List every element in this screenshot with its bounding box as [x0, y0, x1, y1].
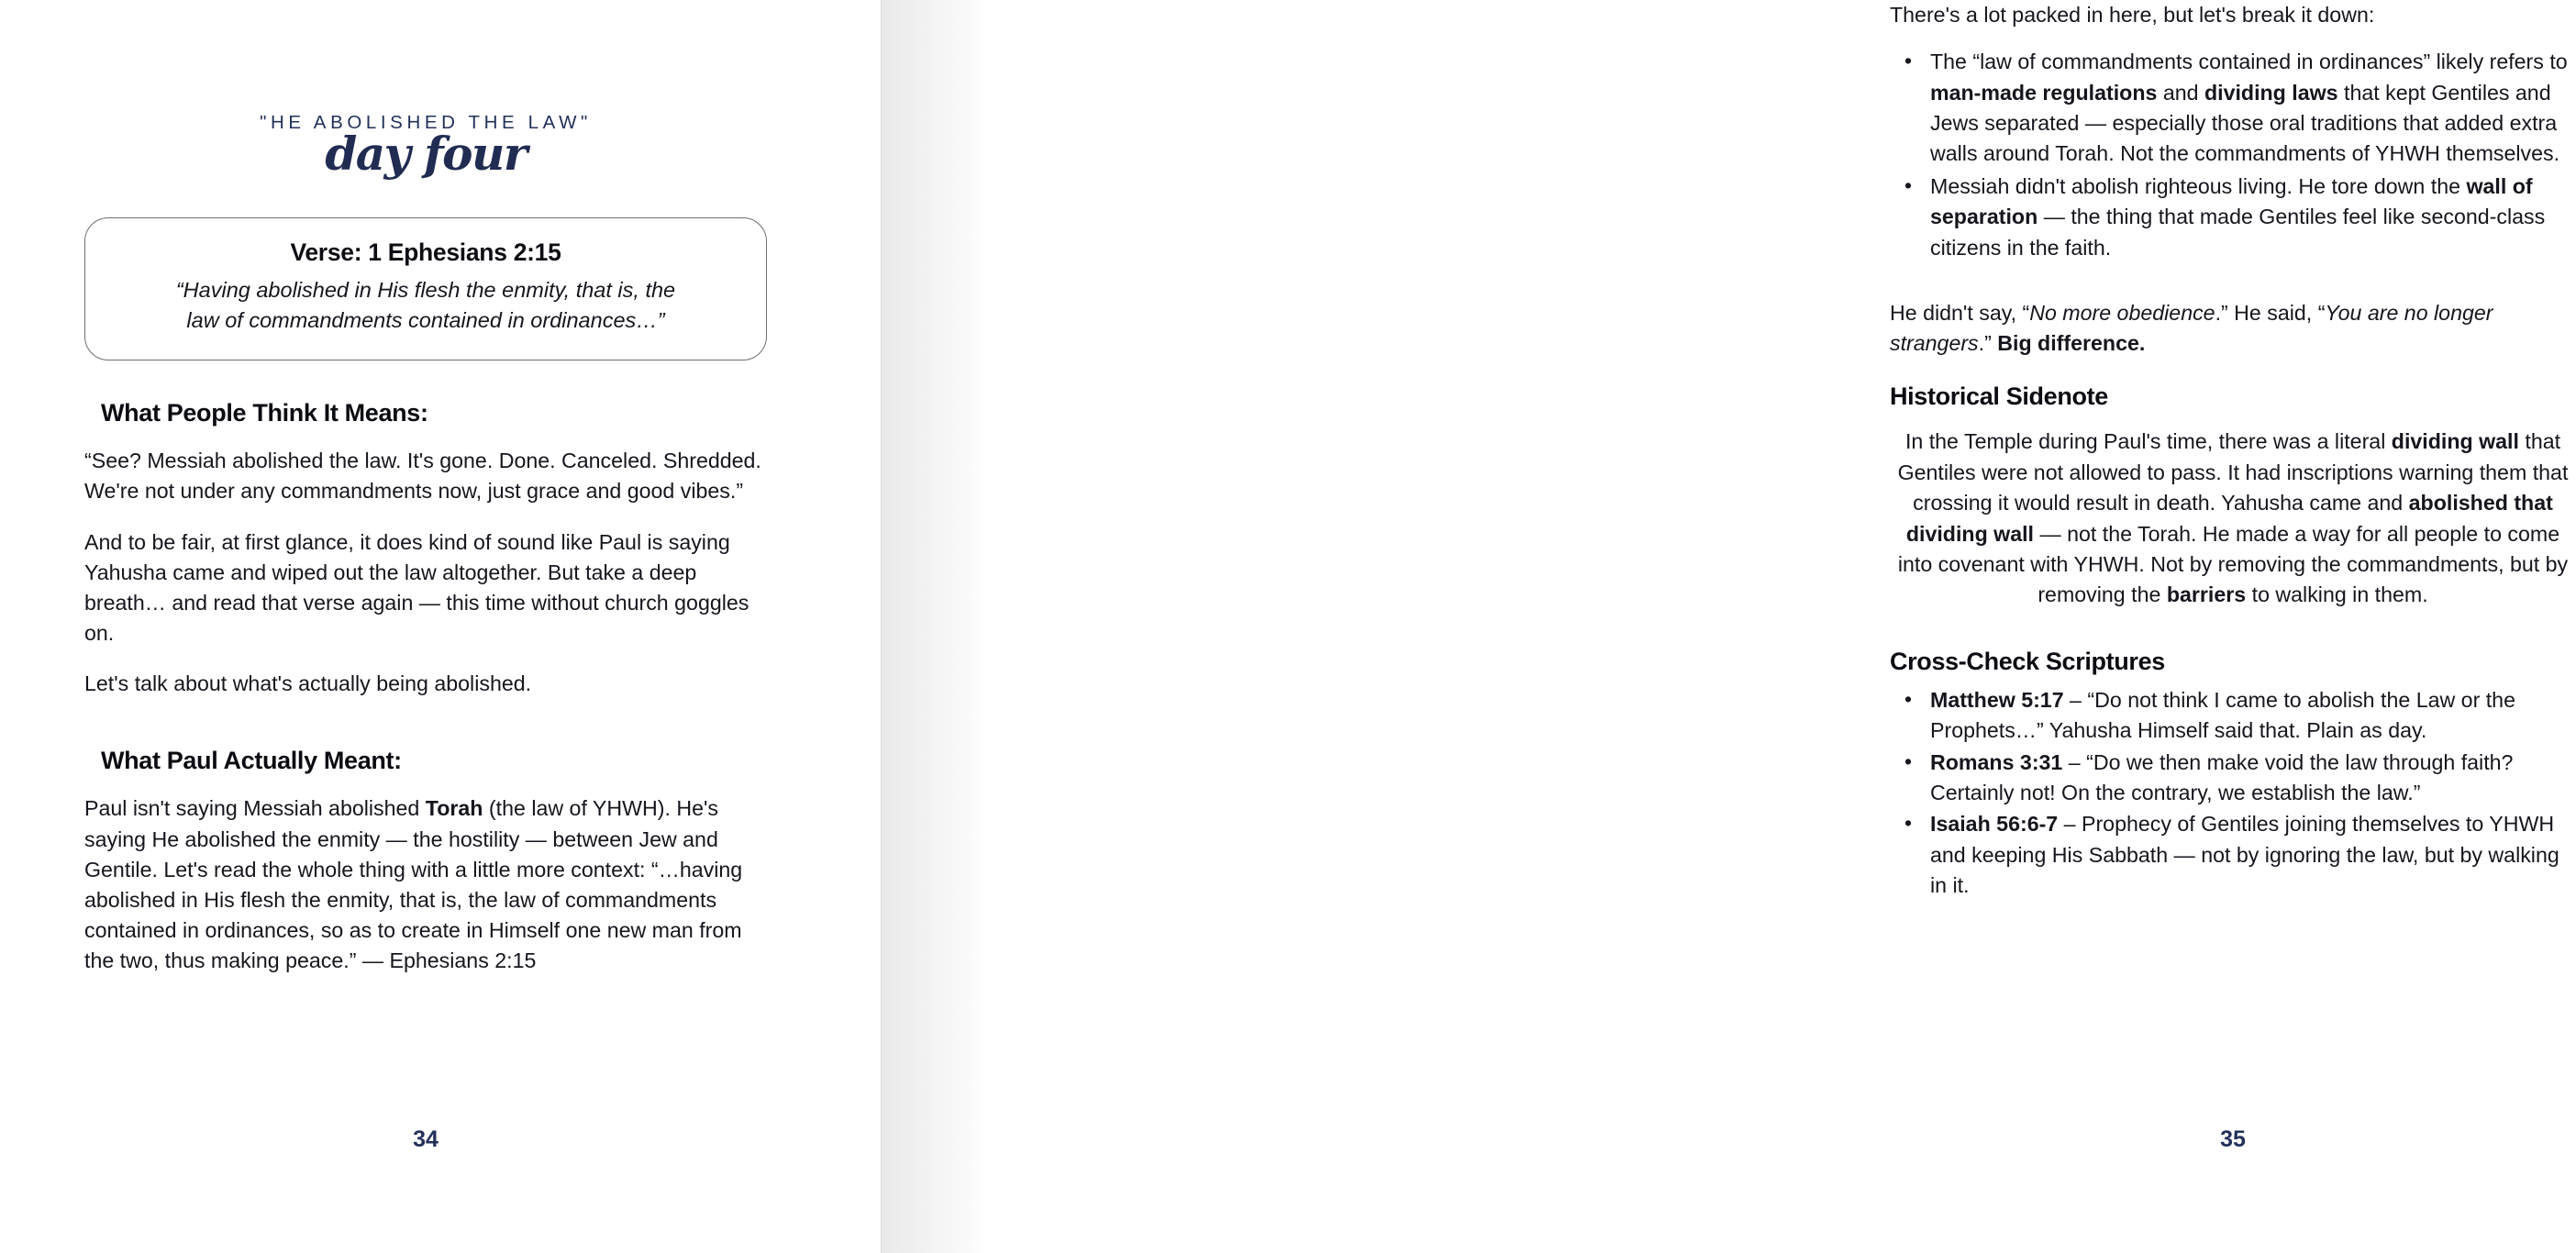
paragraph-people-think-3: Let's talk about what's actually being abolished.	[84, 671, 532, 696]
heading-what-people-think: What People Think It Means:	[101, 399, 428, 427]
day-title: day four	[325, 127, 527, 181]
emph-italic-2: You are no longer strangers	[1890, 301, 2493, 356]
list-item	[1921, 47, 2576, 170]
paragraph-people-think-1: “See? Messiah abolished the law. It's gone. Done. Canceled. Shredded. We're not under any commandments now, just grace and good vibes.”	[84, 449, 761, 504]
cross-check-list	[1890, 685, 2576, 902]
heading-what-paul-meant: What Paul Actually Meant:	[101, 747, 402, 775]
list-item	[1921, 685, 2576, 747]
paragraph-paul-meant	[84, 793, 767, 976]
bullet-1-text-a: The “law of commandments contained in ordinances” likely refers to	[1930, 50, 2568, 74]
emph-bold: Big difference.	[1997, 331, 2146, 356]
paul-text-bold-torah: Torah	[425, 796, 483, 821]
scripture-text-3: – Prophecy of Gentiles joining themselves to YHWH and keeping His Sabbath — not by ignoring the law, but by walking in it.	[1930, 812, 2559, 898]
page-gutter-line	[881, 0, 882, 1253]
verse-reference: Verse: 1 Ephesians 2:15	[290, 238, 561, 266]
page-left	[0, 0, 881, 1253]
page-number-left: 34	[413, 1126, 439, 1152]
heading-historical-sidenote: Historical Sidenote	[1890, 383, 2108, 411]
bullet-1-text-c: that kept Gentiles and Jews separated — especially those oral traditions that added extra walls around Torah. Not the commandments of YHWH themselves.	[1930, 80, 2560, 166]
list-item	[1921, 748, 2576, 809]
page-number-right: 35	[2220, 1126, 2246, 1152]
sidenote-bold-2: abolished that dividing wall	[1905, 491, 2553, 546]
scripture-ref-1: Matthew 5:17	[1930, 687, 2064, 712]
bullet-1-text-b: and	[2157, 80, 2204, 105]
emph-a: He didn't say, “	[1890, 301, 2030, 326]
emph-b: .” He said, “	[2215, 301, 2326, 326]
scripture-ref-3: Isaiah 56:6-7	[1930, 812, 2059, 837]
verse-quote-line-1: “Having abolished in His flesh the enmity, that is, the	[175, 277, 676, 302]
paul-text-a: Paul isn't saying Messiah abolished	[84, 796, 426, 821]
verse-quote-line-2: law of commandments contained in ordinances…”	[186, 307, 665, 332]
sidenote-bold-1: dividing wall	[2391, 429, 2519, 454]
paul-text-b: (the law of YHWH). He's saying He abolished the enmity — the hostility — between Jew and Gentile. Let's read the whole thing with a little more context: “…having abolished in His flesh the enmity, that is, the law of commandments contained in ordinances, so as to create in Himself one new man from the two, thus making peace.” — Ephesians 2:15	[84, 796, 743, 973]
verse-quote	[109, 275, 742, 337]
sidenote-b: that Gentiles were not allowed to pass. It had inscriptions warning them that crossing it would result in death. Yahusha came and	[1897, 429, 2569, 516]
bullet-1-bold-1: man-made regulations	[1930, 80, 2158, 105]
paragraph-big-difference	[1890, 298, 2576, 359]
bullet-1-bold-2: dividing laws	[2204, 80, 2338, 105]
paragraph-intro: There's a lot packed in here, but let's break it down:	[1890, 3, 2375, 27]
chapter-kicker: "HE ABOLISHED THE LAW"	[260, 112, 592, 133]
bullet-2-text-a: Messiah didn't abolish righteous living. He tore down the	[1930, 173, 2467, 198]
breakdown-bullet-list	[1890, 47, 2576, 263]
spacer	[1890, 265, 2576, 298]
right-column	[1890, 0, 2576, 903]
sidenote-bold-3: barriers	[2166, 582, 2247, 607]
spacer	[1890, 359, 2576, 383]
sidenote-c: — not the Torah. He made a way for all people to come into covenant with YHWH. Not by removing the commandments, but by removing the	[1897, 521, 2569, 607]
heading-cross-check-scriptures: Cross-Check Scriptures	[1890, 647, 2165, 675]
scripture-text-1: – “Do not think I came to abolish the Law or the Prophets…” Yahusha Himself said that. Plain as day.	[1930, 687, 2515, 743]
scripture-text-2: – “Do we then make void the law through faith? Certainly not! On the contrary, we establish the law.”	[1930, 749, 2514, 805]
list-item	[1921, 809, 2576, 901]
bullet-2-bold-1: wall of separation	[1930, 173, 2533, 229]
sidenote-d: to walking in them.	[2246, 582, 2428, 607]
paragraph-historical-sidenote	[1890, 427, 2576, 610]
title-block	[84, 112, 767, 179]
list-item	[1921, 172, 2576, 263]
left-column	[84, 0, 767, 976]
verse-box	[84, 217, 767, 361]
sidenote-a: In the Temple during Paul's time, there was a literal	[1904, 429, 2392, 454]
emph-c: .”	[1978, 331, 1998, 356]
bullet-2-text-b: — the thing that made Gentiles feel like second-class citizens in the faith.	[1930, 205, 2546, 260]
emph-italic-1: No more obedience	[2029, 301, 2215, 326]
paragraph-people-think-2: And to be fair, at first glance, it does kind of sound like Paul is saying Yahusha came and wiped out the law altogether. But take a deep breath… and read that verse again — this time without church goggles on.	[84, 529, 749, 646]
scripture-ref-2: Romans 3:31	[1930, 749, 2063, 774]
page-right	[881, 0, 2569, 1253]
